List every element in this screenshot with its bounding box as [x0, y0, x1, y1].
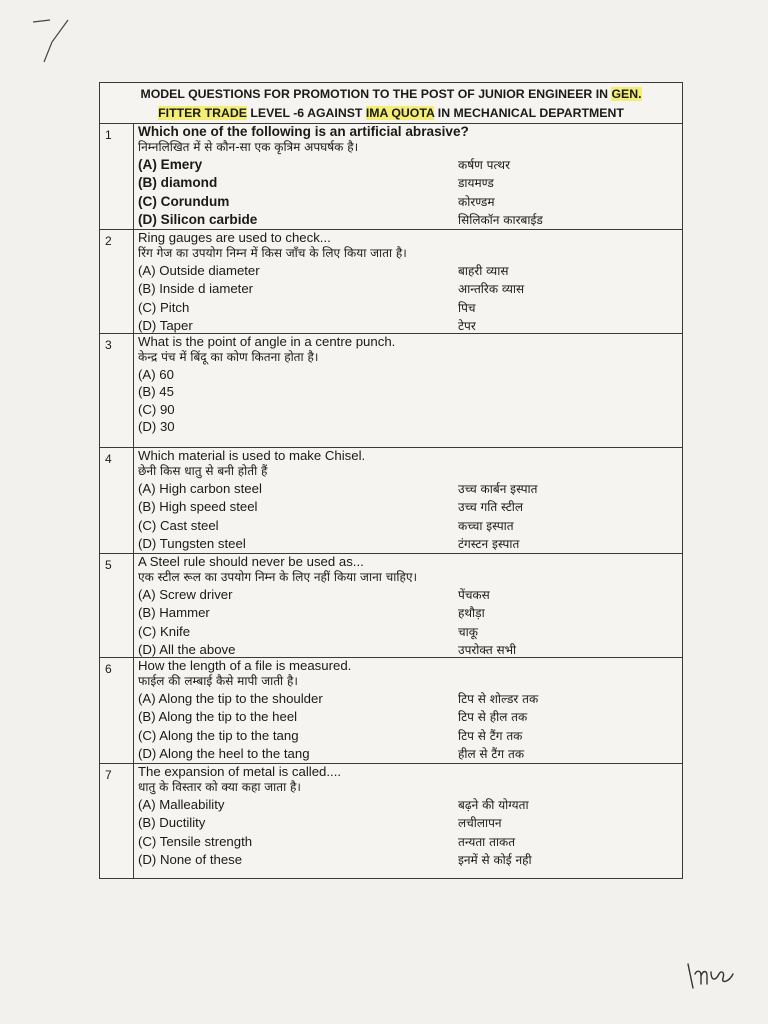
answer-option [138, 641, 682, 657]
option-text-english: (C) Cast steel [138, 517, 219, 533]
option-text-hindi: टेपर [458, 318, 476, 333]
question-text-english: How the length of a file is measured. [138, 658, 352, 673]
answer-option [138, 727, 682, 745]
option-text-english: (C) Tensile strength [138, 833, 253, 849]
title-highlight: FITTER TRADE [158, 105, 247, 120]
option-text-hindi: टंगस्टन इस्पात [458, 536, 520, 551]
answer-option [138, 418, 682, 435]
answer-option [138, 708, 682, 726]
answer-option [138, 586, 682, 604]
question-text-hindi: फाईल की लम्बाई कैसे मापी जाती है। [138, 674, 298, 688]
question-text-english: Which one of the following is an artificial abrasive? [138, 124, 469, 139]
answer-option [138, 401, 682, 418]
question-body [134, 658, 682, 763]
question-body [134, 124, 682, 229]
option-text-hindi: कोरण्डम [458, 194, 495, 209]
option-text-hindi: चाकू [458, 624, 478, 639]
option-text-hindi: डायमण्ड [458, 176, 494, 191]
question-number: 1 [100, 124, 134, 229]
answer-option [138, 814, 682, 832]
option-text-english: (D) Taper [138, 317, 193, 333]
option-text-english: (D) 30 [138, 418, 175, 434]
answer-option [138, 317, 682, 333]
answer-option [138, 280, 682, 298]
question-text-hindi: निम्नलिखित में से कौन-सा एक कृत्रिम अपघर्षक है। [138, 140, 359, 154]
option-text-hindi: टिप से हील तक [458, 710, 528, 725]
question-text-hindi: रिंग गेज का उपयोग निम्न में किस जाँच के लिए किया जाता है। [138, 246, 407, 260]
option-text-english: (B) Inside d iameter [138, 281, 254, 297]
question-row [100, 334, 682, 448]
option-text-english: (B) Ductility [138, 815, 206, 831]
option-text-english: (D) Along the heel to the tang [138, 745, 310, 761]
option-text-english: (A) Outside diameter [138, 263, 260, 278]
answer-option [138, 623, 682, 641]
option-text-hindi: बढ़ने की योग्यता [458, 798, 529, 812]
option-text-hindi: हील से टैंग तक [458, 746, 525, 761]
question-body [134, 764, 682, 878]
answer-option [138, 211, 682, 229]
question-list [100, 124, 682, 878]
question-row [100, 448, 682, 554]
option-text-english: (D) None of these [138, 851, 243, 867]
option-text-english: (B) 45 [138, 384, 174, 400]
option-text-english: (C) Along the tip to the tang [138, 727, 299, 743]
answer-option [138, 517, 682, 535]
question-row [100, 230, 682, 334]
question-row [100, 764, 682, 878]
question-number: 6 [100, 658, 134, 763]
question-text-english: A Steel rule should never be used as... [138, 554, 364, 569]
answer-option [138, 299, 682, 317]
option-text-hindi: उच्च कार्बन इस्पात [458, 482, 538, 496]
option-text-hindi: पेंचकस [458, 588, 490, 602]
page-title [100, 83, 682, 124]
option-text-english: (A) High carbon steel [138, 481, 262, 496]
pen-mark [30, 12, 72, 67]
option-text-hindi: लचीलापन [458, 816, 502, 831]
answer-option [138, 851, 682, 869]
question-text-english: The expansion of metal is called.... [138, 764, 342, 779]
option-text-english: (A) Emery [138, 157, 203, 172]
title-text: IN MECHANICAL DEPARTMENT [434, 105, 624, 120]
question-sheet [99, 82, 683, 879]
answer-option [138, 535, 682, 553]
option-text-english: (B) diamond [138, 175, 218, 191]
option-text-hindi: सिलिकॉन कारबाईड [458, 212, 543, 227]
option-text-hindi: टिप से टैंग तक [458, 728, 523, 743]
question-text-english: Which material is used to make Chisel. [138, 448, 366, 463]
question-row [100, 658, 682, 764]
option-text-english: (B) High speed steel [138, 499, 258, 515]
option-text-english: (A) Malleability [138, 797, 225, 812]
question-row [100, 554, 682, 658]
option-text-hindi: बाहरी व्यास [458, 264, 509, 278]
signature [685, 960, 737, 994]
question-text-english: What is the point of angle in a centre punch. [138, 334, 396, 349]
answer-option [138, 156, 682, 174]
answer-option [138, 833, 682, 851]
option-text-english: (C) 90 [138, 401, 175, 417]
question-number: 2 [100, 230, 134, 333]
option-text-english: (D) Tungsten steel [138, 535, 246, 551]
option-text-english: (C) Pitch [138, 299, 190, 315]
question-number: 3 [100, 334, 134, 447]
option-text-english: (D) Silicon carbide [138, 211, 258, 227]
question-text-hindi: एक स्टील रूल का उपयोग निम्न के लिए नहीं किया जाना चाहिए। [138, 570, 418, 584]
option-text-hindi: आन्तरिक व्यास [458, 282, 525, 297]
option-text-english: (A) Screw driver [138, 587, 233, 602]
option-text-hindi: तन्यता ताकत [458, 834, 516, 849]
question-number: 4 [100, 448, 134, 553]
option-text-english: (A) Along the tip to the shoulder [138, 691, 323, 706]
option-text-english: (C) Knife [138, 623, 191, 639]
answer-option [138, 604, 682, 622]
question-text-english: Ring gauges are used to check... [138, 230, 331, 245]
question-text-hindi: धातु के विस्तार को क्या कहा जाता है। [138, 780, 301, 794]
question-body [134, 448, 682, 553]
question-text-hindi: केन्द्र पंच में बिंदू का कोण कितना होता है। [138, 350, 319, 364]
title-line-2 [100, 104, 682, 123]
option-text-hindi: कच्चा इस्पात [458, 518, 514, 533]
option-text-english: (D) All the above [138, 641, 236, 657]
answer-option [138, 796, 682, 814]
answer-option [138, 480, 682, 498]
title-line-1 [100, 85, 682, 104]
question-body [134, 334, 682, 447]
option-text-hindi: उपरोक्त सभी [458, 642, 517, 657]
answer-option [138, 262, 682, 280]
option-text-english: (A) 60 [138, 367, 174, 382]
answer-option [138, 366, 682, 383]
option-text-hindi: उच्च गति स्टील [458, 500, 524, 515]
question-row [100, 124, 682, 230]
option-text-hindi: हथौड़ा [458, 606, 485, 621]
title-highlight: IMA QUOTA [365, 105, 435, 120]
answer-option [138, 690, 682, 708]
question-number: 5 [100, 554, 134, 657]
answer-option [138, 383, 682, 400]
answer-option [138, 174, 682, 192]
answer-option [138, 193, 682, 211]
question-number: 7 [100, 764, 134, 878]
answer-option [138, 745, 682, 763]
answer-option [138, 498, 682, 516]
option-text-hindi: इनमें से कोई नही [458, 852, 532, 867]
option-text-hindi: कर्षण पत्थर [458, 158, 510, 172]
question-body [134, 554, 682, 657]
question-text-hindi: छेनी किस धातु से बनी होती हैं [138, 464, 268, 478]
option-text-english: (C) Corundum [138, 193, 230, 209]
option-text-hindi: टिप से शोल्डर तक [458, 692, 539, 706]
title-text: LEVEL -6 AGAINST [246, 105, 366, 120]
title-highlight: GEN. [611, 87, 642, 101]
option-text-english: (B) Along the tip to the heel [138, 709, 298, 725]
option-text-english: (B) Hammer [138, 605, 210, 621]
title-text: MODEL QUESTIONS FOR PROMOTION TO THE POST OF JUNIOR ENGINEER IN [140, 87, 612, 101]
option-text-hindi: पिच [458, 300, 476, 315]
question-body [134, 230, 682, 333]
